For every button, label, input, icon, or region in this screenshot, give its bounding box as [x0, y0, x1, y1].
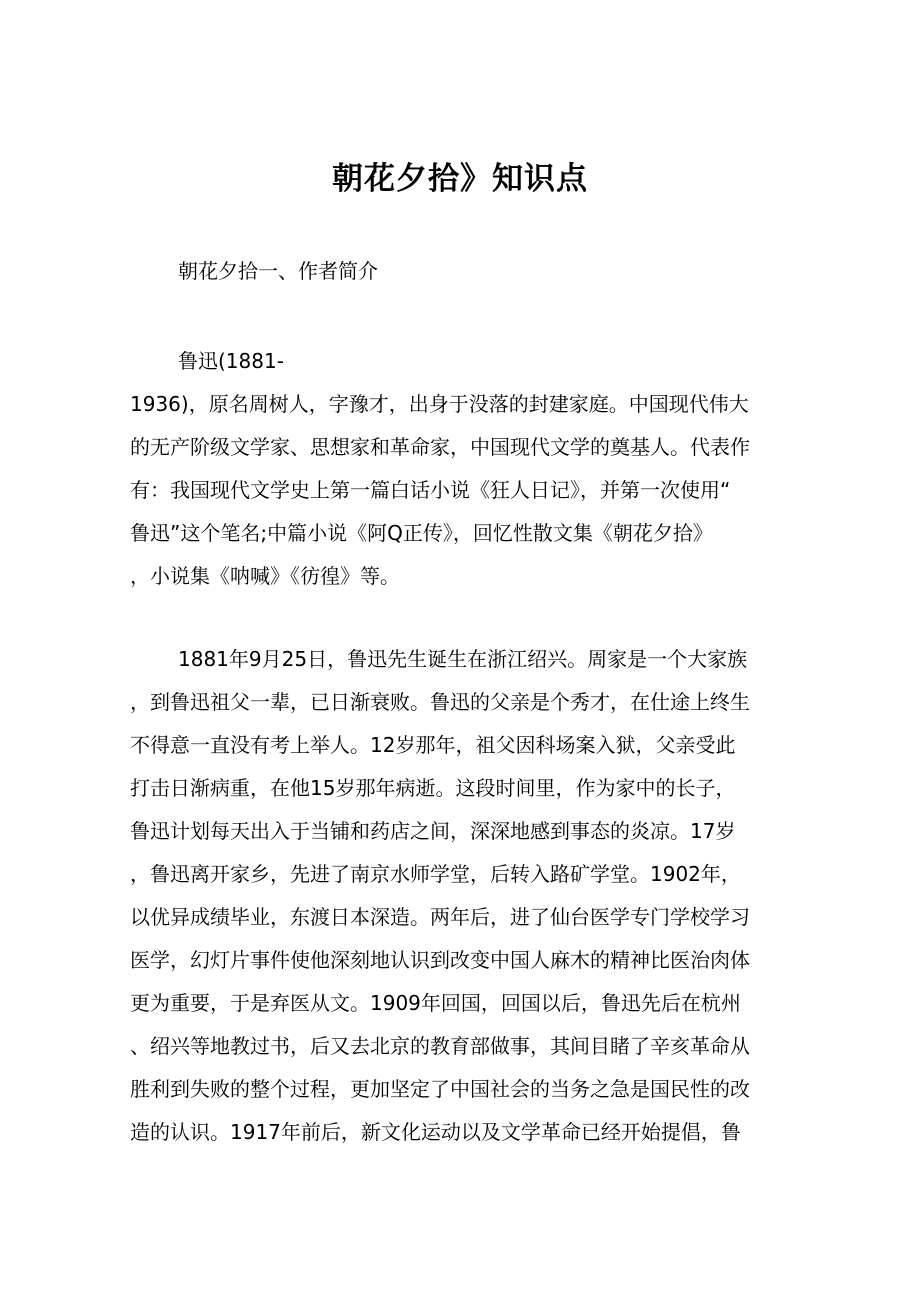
paragraph-line: 造的认识。1917年前后，新文化运动以及文学革命已经开始提倡，鲁: [130, 1120, 741, 1144]
paragraph-line: 、绍兴等地教过书，后又去北京的教育部做事，其间目睹了辛亥革命从: [130, 1034, 750, 1058]
paragraph-line: 打击日渐病重，在他15岁那年病逝。这段时间里，作为家中的长子，: [130, 776, 736, 800]
paragraph-line: 胜利到失败的整个过程，更加坚定了中国社会的当务之急是国民性的改: [130, 1077, 750, 1101]
paragraph-author-intro: [130, 340, 810, 598]
paragraph-line: 鲁迅计划每天出入于当铺和药店之间，深深地感到事态的炎凉。17岁: [130, 819, 736, 843]
paragraph-line: 医学，幻灯片事件使他深刻地认识到改变中国人麻木的精神比医治肉体: [130, 948, 750, 972]
paragraph-line: 鲁迅(1881-: [178, 349, 284, 373]
paragraph-line: ，小说集《呐喊》《彷徨》等。: [130, 564, 400, 588]
paragraph-line: 的无产阶级文学家、思想家和革命家，中国现代文学的奠基人。代表作: [130, 435, 750, 459]
paragraph-line: 有：我国现代文学史上第一篇白话小说《狂人日记》，并第一次使用“: [130, 478, 731, 502]
section-heading: 朝花夕拾一、作者简介: [178, 259, 378, 283]
paragraph-line: 鲁迅”这个笔名;中篇小说《阿Q正传》，回忆性散文集《朝花夕拾》: [130, 521, 713, 545]
paragraph-line: ，到鲁迅祖父一辈，已日渐衰败。鲁迅的父亲是个秀才，在仕途上终生: [130, 690, 750, 714]
document-title: 朝花夕拾》知识点: [332, 161, 588, 197]
paragraph-line: 1881年9月25日，鲁迅先生诞生在浙江绍兴。周家是一个大家族: [178, 647, 748, 671]
paragraph-biography: [130, 638, 810, 1154]
paragraph-line: 1936)，原名周树人，字豫才，出身于没落的封建家庭。中国现代伟大: [130, 392, 749, 416]
paragraph-line: ，鲁迅离开家乡，先进了南京水师学堂，后转入路矿学堂。1902年，: [130, 862, 741, 886]
paragraph-line: 更为重要，于是弃医从文。1909年回国，回国以后，鲁迅先后在杭州: [130, 991, 741, 1015]
paragraph-line: 以优异成绩毕业，东渡日本深造。两年后，进了仙台医学专门学校学习: [130, 905, 750, 929]
paragraph-line: 不得意一直没有考上举人。12岁那年，祖父因科场案入狱，父亲受此: [130, 733, 736, 757]
